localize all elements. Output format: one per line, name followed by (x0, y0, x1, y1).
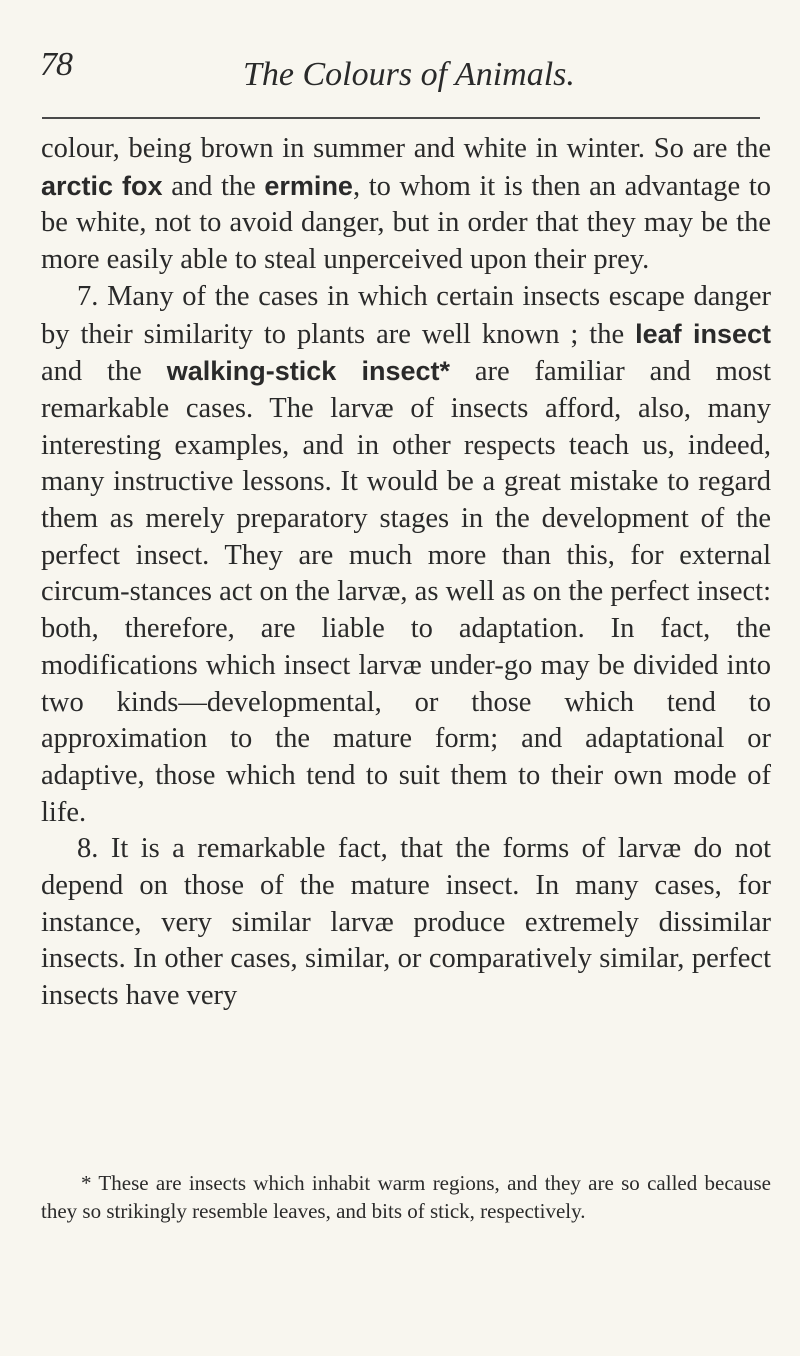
running-title: The Colours of Animals. (243, 56, 575, 93)
footnote-text: * These are insects which inhabit warm regions, and they are so called because they so strikingly resemble leaves, and bits of stick, respectively. (41, 1171, 771, 1223)
term-walking-stick-insect: walking-stick insect* (166, 356, 451, 387)
term-ermine: ermine (264, 170, 353, 201)
term-arctic-fox: arctic fox (41, 170, 163, 201)
paragraph-continuation: colour, being brown in summer and white in winter. So are the arctic fox and the ermine, to whom it is then an advantage to be white, not to avoid danger, but in order that they may be the more easily able to steal unperceived upon their prey. (41, 133, 771, 276)
term-leaf-insect: leaf insect (635, 318, 771, 349)
paragraph-8: 8. It is a remarkable fact, that the forms of larvæ do not depend on those of the mature insect. In many cases, for instance, very similar larvæ produce extremely dissimilar insects. In other cases, similar, or comparatively similar, perfect insects have very (41, 833, 771, 1012)
header-rule (42, 117, 760, 119)
body-text (41, 131, 771, 1015)
footnote (41, 1169, 771, 1225)
page-header (40, 40, 760, 110)
page-number: 78 (40, 46, 72, 83)
paragraph-7: 7. Many of the cases in which certain insects escape danger by their similarity to plants are well known ; the leaf insect and the walking-stick insect* are familiar and most remarkable cases. The larvæ of insects afford, also, many interesting examples, and in other respects teach us, indeed, many instructive lessons. It would be a great mistake to regard them as merely preparatory stages in the development of the perfect insect. They are much more than this, for external circum-stances act on the larvæ, as well as on the perfect insect: both, therefore, are liable to adaptation. In fact, the modifications which insect larvæ under-go may be divided into two kinds—developmental, or those which tend to approximation to the mature form; and adaptational or adaptive, those which tend to suit them to their own mode of life. (41, 280, 771, 828)
